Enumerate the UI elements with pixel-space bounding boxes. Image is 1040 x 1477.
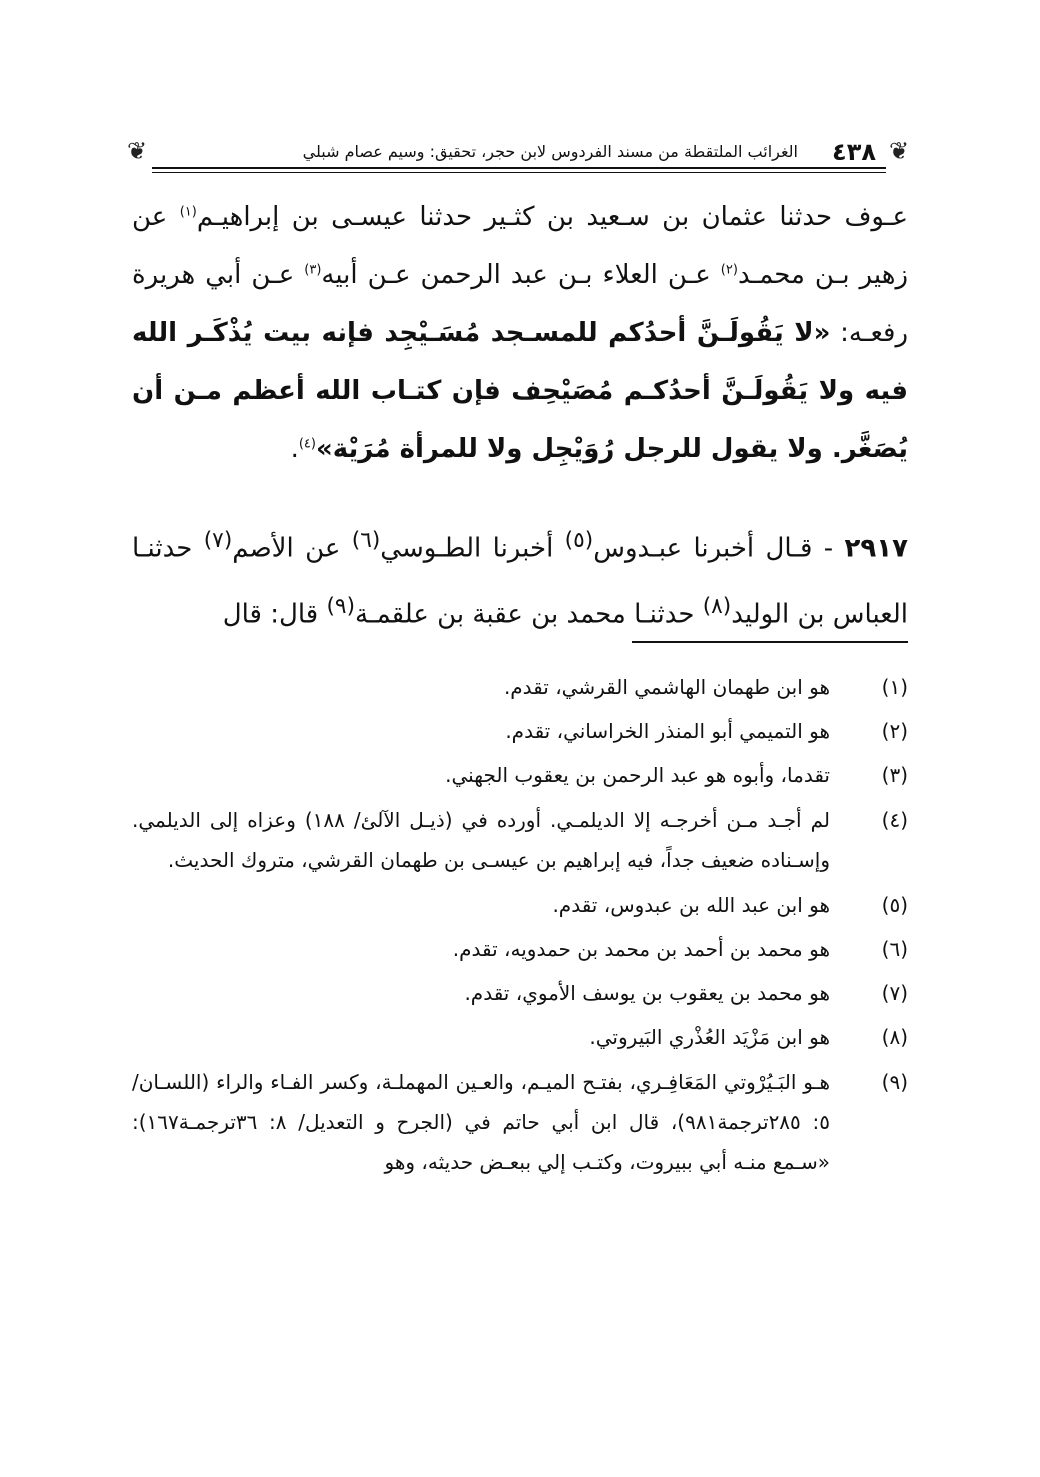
text-run: عـن أبي هريرة رفعـه: [132,260,908,348]
footnote-ref[interactable]: (٨) [702,593,732,619]
footnote [132,756,908,794]
footnote-ref[interactable]: (٩) [326,593,356,619]
footnote-number: (١) [881,675,908,699]
text-run: عـوف حدثنا عثمان بن سـعيد بن كثـير حدثنا عيسـى بن إبراهيـم [196,202,908,232]
text-run: عن زهير بـن محمـد [132,202,909,290]
hadith-text: «لا يَقُولَـنَّ أحدُكم للمسـجد مُسَـيْجِد فإنه بيت يُذْكَـر الله فيه ولا يَقُولَـنَّ أحدُكـم مُصَيْحِف فإن كتـاب الله أعظم مـن أن يُصَغَّر. ولا يقول للرجل رُوَيْجِل ولا للمرأة مُرَيْة» [132,318,908,464]
page-header [128,132,910,172]
footnote-number: (٩) [881,1070,908,1094]
footnote [132,930,908,968]
running-title: الغرائب الملتقطة من مسند الفردوس لابن حجر، تحقيق: وسيم عصام شبلي [302,142,798,161]
hadith-number: ٢٩١٧ [844,533,908,564]
footnote [132,712,908,750]
header-rule-thin [152,172,886,173]
footnote-text: تقدما، وأبوه هو عبد الرحمن بن يعقوب الجهني. [445,763,830,787]
footnote-ref[interactable]: (٧) [203,528,233,553]
text-run: . [290,434,299,464]
text-run: - قـال أخبرنا عبـدوس [593,533,845,564]
footnote-text: هو ابن مَزْيَد العُذْري البَيروتي. [589,1025,830,1049]
footnote [132,886,908,924]
footnote-number: (٣) [881,763,908,787]
footnote-number: (٤) [881,808,908,832]
footnote-separator [632,641,908,643]
footnote-number: (٥) [881,893,908,917]
hadith-2917-paragraph [132,512,908,643]
text-run: حدثنـا العباس بن الوليد [132,533,908,630]
footnote-ref[interactable]: (٢) [720,262,738,278]
footnote-ref[interactable]: (٤) [298,436,316,452]
text-run: حدثنـا محمد بن عقبة بن علقمـة [355,599,703,630]
header-rule [152,167,886,169]
footnote-number: (٧) [881,981,908,1005]
footnote [132,800,908,880]
footnote-text: هو ابن طهمان الهاشمي القرشي، تقدم. [503,675,830,699]
footnote-ref[interactable]: (٣) [304,262,322,278]
footnote-text: لم أجـد مـن أخرجـه إلا الديلمـي. أورده في (ذيـل الآلئ/ ١٨٨) وعزاه إلى الديلمي. وإسـناده ضعيف جداً، فيه إبراهيم بن عيسـى بن طهمان القرشي، متروك الحديث. [132,808,830,872]
page-number: ٤٣٨ [832,138,876,166]
footnote-number: (٢) [881,719,908,743]
footnote [132,668,908,706]
ornament-right-icon: ❦ [888,137,910,165]
text-run: عن الأصم [232,533,352,564]
main-paragraph [132,188,908,478]
ornament-left-icon: ❦ [126,137,148,165]
footnote-number: (٦) [881,937,908,961]
footnote-text: هو التميمي أبو المنذر الخراساني، تقدم. [505,719,830,743]
text-run: قال: قال [222,599,327,630]
footnotes [132,668,908,1188]
footnote-ref[interactable]: (١) [179,204,197,220]
footnote-text: هو ابن عبد الله بن عبدوس، تقدم. [552,893,830,917]
text-run: عـن العلاء بـن عبد الرحمن عـن أبيه [321,260,721,290]
footnote-number: (٨) [881,1025,908,1049]
footnote-text: هـو البَـيُرْوتي المَعَافِـري، بفتـح الميـم، والعـين المهملـة، وكسر الفـاء والراء (اللسـان/ ٥: ٢٨٥ترجمة٩٨١)، قال ابن أبي حاتم في (الجرح و التعديل/ ٨: ٣٦ترجمـة١٦٧): «سـمع منـه أبي ببيروت، وكتـب إلي ببعـض حديثه، وهو [132,1070,830,1174]
footnote-ref[interactable]: (٥) [564,528,594,553]
footnote-text: هو محمد بن أحمد بن محمد بن حمدويه، تقدم. [452,937,830,961]
text-run: أخبرنا الطـوسي [380,533,565,564]
footnote-ref[interactable]: (٦) [351,528,381,553]
footnote [132,1018,908,1056]
footnote [132,974,908,1012]
footnote [132,1062,908,1182]
footnote-text: هو محمد بن يعقوب بن يوسف الأموي، تقدم. [464,981,830,1005]
